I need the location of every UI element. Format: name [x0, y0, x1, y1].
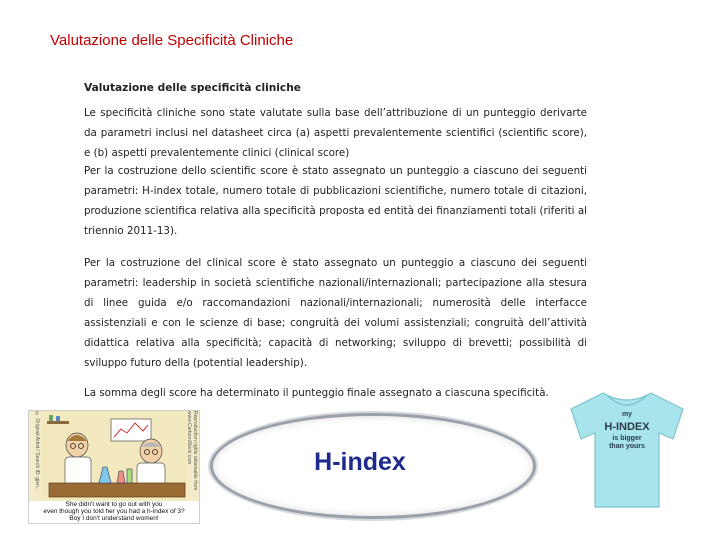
- paragraph-scientific-score: Per la costruzione dello scientific score è stato assegnato un punteggio a ciascuno dei seguenti parametri: H-index totale, numero totale di pubblicazioni scientifiche, numero totale di citazioni, produzione scientifica relativa alla specificità proposta ed entità dei finanziamenti totali (riferiti al triennio 2011-13).: [84, 165, 587, 237]
- cartoon-caption: [29, 501, 199, 523]
- paragraph-summary: La somma degli score ha determinato il punteggio finale assegnato a ciascuna specificità.: [84, 387, 549, 399]
- tshirt-image: [563, 387, 691, 511]
- cartoon-side-credit-left: © Original Artist / Search ID: gjen…: [34, 411, 40, 492]
- paragraph-clinical-score: Per la costruzione del clinical score è stato assegnato un punteggio a ciascuno dei seguenti parametri: leadership in società scientifiche nazionali/internazionali; partecipazione alla stesura di linee guida e/o raccomandazioni nazionali/internazionali; numerosità delle interfacce assistenziali e con le scienze di base; congruità dei volumi assistenziali; congruità dell’attività didattica relativa alla specificità; capacità di networking; sviluppo di brevetti; possibilità di sviluppo futuro della (potential leadership).: [84, 257, 587, 369]
- cartoon-caption-line: even though you told her you had a h-index of 3?: [43, 508, 185, 515]
- cartoon-caption-line: She didn't want to go out with you: [65, 501, 163, 508]
- tshirt-text-line1: my: [621, 411, 633, 418]
- slide-title: Valutazione delle Specificità Cliniche: [50, 32, 294, 49]
- cartoon-side-credit-right: Reproduction rights obtainable from www.CartoonStock.com: [186, 411, 198, 491]
- paragraph-intro: Le specificità cliniche sono state valutate sulla base dell’attribuzione di un punteggio derivarte da parametri inclusi nel datasheet circa (a) aspetti prevalentemente scientifici (scientific score), e (b) aspetti prevalentemente clinici (clinical score): [84, 107, 587, 159]
- cartoon-caption-line: Boy I don't understand women!: [69, 515, 159, 522]
- document-excerpt: [84, 78, 587, 409]
- tshirt-text-line2: H-INDEX: [604, 421, 650, 433]
- document-heading: Valutazione delle specificità cliniche: [84, 82, 301, 94]
- h-index-callout-label: H-index: [314, 448, 406, 476]
- tshirt-text-line3: is bigger: [612, 435, 642, 442]
- tshirt-text-line4: than yours: [609, 443, 645, 450]
